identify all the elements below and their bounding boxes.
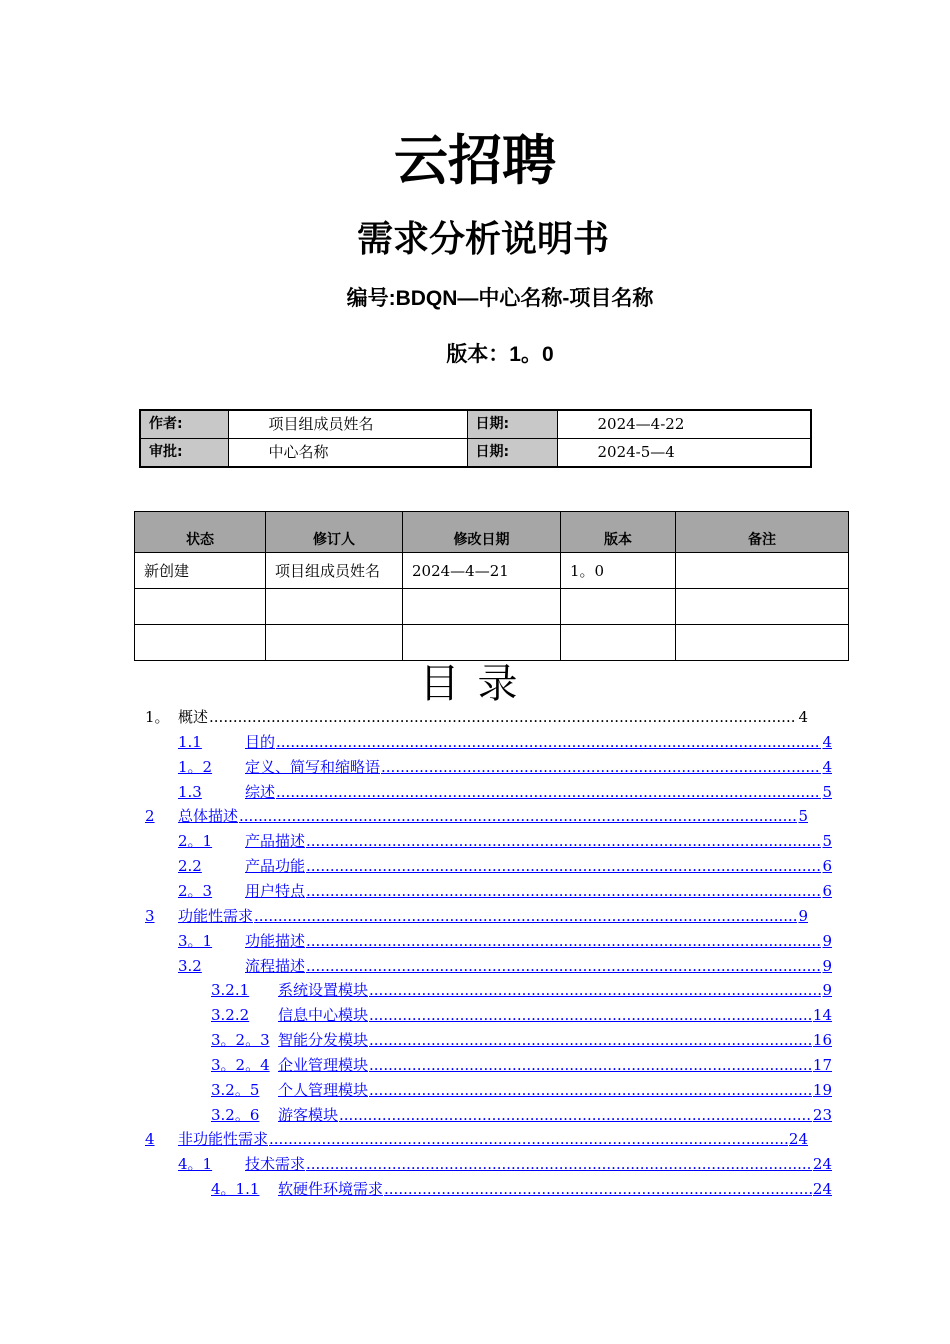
toc-entry-text: 信息中心模块 [278, 1006, 369, 1025]
toc-entry[interactable] [145, 805, 808, 827]
cell-version: 1。0 [561, 553, 676, 589]
table-row [135, 589, 849, 625]
toc-entry-text: 非功能性需求 [178, 1130, 269, 1149]
toc-entry-number: 3.2 [178, 956, 202, 975]
toc-entry-text: 企业管理模块 [278, 1055, 369, 1074]
toc-entry-number: 2。1 [178, 832, 213, 851]
toc-entry-leader [384, 1178, 812, 1200]
toc-entry-number: 1。2 [178, 757, 213, 776]
cell-date: 2024—4—21 [403, 553, 561, 589]
toc-entry-page: 9 [798, 906, 808, 925]
date-value: 2024—4-22 [557, 410, 811, 439]
toc-entry-page: 9 [822, 981, 832, 1000]
toc-entry-text: 产品功能 [245, 857, 306, 876]
toc-entry[interactable] [178, 781, 832, 803]
toc-entry-leader [381, 756, 821, 778]
toc-entry-text: 综述 [245, 782, 276, 801]
toc-entry[interactable] [178, 855, 832, 877]
toc-entry[interactable] [178, 830, 832, 852]
toc-entry-number: 4 [145, 1130, 155, 1149]
toc-entry-number: 1.1 [178, 732, 202, 751]
toc-entry-number: 2。3 [178, 881, 213, 900]
toc-entry[interactable] [178, 731, 832, 753]
toc-entry-text: 技术需求 [245, 1155, 306, 1174]
toc-entry-page: 6 [822, 881, 832, 900]
toc-entry-leader [369, 1079, 812, 1101]
toc-title: 目录 [419, 661, 536, 707]
toc-entry-leader [306, 930, 821, 952]
cell-status [135, 625, 266, 661]
toc-entry-page: 14 [812, 1006, 832, 1025]
cell-version [561, 589, 676, 625]
toc-entry-page: 4 [822, 757, 832, 776]
toc-entry-leader [239, 805, 797, 827]
cell-reviser [266, 589, 403, 625]
toc-entry-number: 3。1 [178, 931, 213, 950]
date-label: 日期: [467, 410, 557, 439]
toc-entry-page: 19 [812, 1080, 832, 1099]
toc-entry-number: 3.2。6 [211, 1105, 260, 1124]
toc-entry-text: 用户特点 [245, 881, 306, 900]
toc-entry-leader [306, 1153, 812, 1175]
author-value: 项目组成员姓名 [228, 410, 467, 439]
toc-entry[interactable] [211, 1079, 832, 1101]
document-version: 版本：1。0 [446, 343, 554, 366]
cell-notes [676, 625, 849, 661]
toc-entry[interactable] [145, 1128, 808, 1150]
toc-entry-text: 功能性需求 [178, 906, 254, 925]
toc-entry-text: 概述 [178, 708, 209, 726]
toc-entry [145, 706, 808, 728]
toc-entry-number: 2 [145, 807, 155, 826]
header-version: 版本 [561, 512, 676, 553]
toc-entry-page: 17 [812, 1055, 832, 1074]
toc-entry-text: 系统设置模块 [278, 981, 369, 1000]
document-title: 云招聘 [394, 129, 556, 192]
toc-entry[interactable] [178, 930, 832, 952]
toc-entry[interactable] [145, 905, 808, 927]
info-row-approval [140, 439, 811, 468]
approval-date-label: 日期: [467, 439, 557, 468]
cell-reviser [266, 625, 403, 661]
cell-date [403, 625, 561, 661]
toc-entry-number: 4。1 [178, 1155, 213, 1174]
table-row [135, 625, 849, 661]
toc-entry-leader [306, 830, 821, 852]
toc-entry-page: 24 [788, 1130, 808, 1149]
info-table [139, 409, 812, 468]
toc-entry-page: 9 [822, 956, 832, 975]
approval-label: 审批: [140, 439, 228, 468]
toc-entry-text: 个人管理模块 [278, 1080, 369, 1099]
toc-entry-page: 24 [812, 1155, 832, 1174]
toc-entry-leader [276, 781, 821, 803]
toc-entry-text: 目的 [245, 732, 276, 751]
toc-entry-number: 3.2.2 [211, 1006, 250, 1025]
toc-entry-number: 1。 [145, 708, 170, 726]
cell-reviser: 项目组成员姓名 [266, 553, 403, 589]
toc-entry-page: 24 [812, 1180, 832, 1199]
toc-entry-number: 3。2。4 [211, 1055, 270, 1074]
toc-entry-leader [269, 1128, 788, 1150]
toc-entry-number: 1.3 [178, 782, 202, 801]
toc-entry-page: 23 [812, 1105, 832, 1124]
toc-entry-number: 2.2 [178, 857, 202, 876]
toc-entry[interactable] [211, 1004, 832, 1026]
document-subtitle: 需求分析说明书 [356, 219, 609, 260]
toc-entry-page: 5 [798, 807, 808, 826]
toc-entry[interactable] [178, 955, 832, 977]
toc-entry-number: 3 [145, 906, 155, 925]
header-date: 修改日期 [403, 512, 561, 553]
cell-date [403, 589, 561, 625]
toc-entry-page: 4 [798, 708, 808, 726]
toc-entry-leader [276, 731, 821, 753]
toc-entry-text: 智能分发模块 [278, 1031, 369, 1050]
toc-entry-text: 软硬件环境需求 [278, 1180, 384, 1199]
toc-entry-text: 游客模块 [278, 1105, 339, 1124]
toc-entry-number: 3.2.1 [211, 981, 250, 1000]
toc-entry[interactable] [211, 1054, 832, 1076]
author-label: 作者: [140, 410, 228, 439]
toc-entry-leader [306, 955, 821, 977]
table-row [135, 553, 849, 589]
toc-entry-leader [369, 1004, 812, 1026]
header-notes: 备注 [676, 512, 849, 553]
toc-entry-text: 功能描述 [245, 931, 306, 950]
toc-entry-leader [339, 1104, 812, 1126]
toc-entry-page: 6 [822, 857, 832, 876]
cell-version [561, 625, 676, 661]
header-reviser: 修订人 [266, 512, 403, 553]
header-status: 状态 [135, 512, 266, 553]
toc-entry-page: 9 [822, 931, 832, 950]
toc-entry-page: 16 [812, 1031, 832, 1050]
toc-entry-text: 产品描述 [245, 832, 306, 851]
toc-entry-number: 4。1.1 [211, 1180, 260, 1199]
revision-table [134, 511, 849, 661]
toc-entry-number: 3.2。5 [211, 1080, 260, 1099]
toc-entry-text: 总体描述 [178, 807, 239, 826]
toc-entry[interactable] [178, 756, 832, 778]
approval-date-value: 2024-5—4 [557, 439, 811, 468]
toc-entry[interactable] [178, 880, 832, 902]
cell-status: 新创建 [135, 553, 266, 589]
toc-entry-leader [369, 979, 821, 1001]
cell-notes [676, 589, 849, 625]
toc-entry-leader [209, 706, 797, 728]
toc-entry-page: 4 [822, 732, 832, 751]
document-code: 编号:BDQN—中心名称-项目名称 [346, 287, 654, 310]
toc-entry-text: 流程描述 [245, 956, 306, 975]
info-row-author [140, 410, 811, 439]
cell-notes [676, 553, 849, 589]
toc-entry-page: 5 [822, 782, 832, 801]
cell-status [135, 589, 266, 625]
toc-entry-page: 5 [822, 832, 832, 851]
toc-entry-leader [306, 855, 821, 877]
toc-entry-number: 3。2。3 [211, 1031, 270, 1050]
toc-entry-leader [369, 1054, 812, 1076]
toc-entry[interactable] [211, 1178, 832, 1200]
toc-entry[interactable] [211, 979, 832, 1001]
approval-value: 中心名称 [228, 439, 467, 468]
toc-entry-text: 定义、简写和缩略语 [245, 757, 381, 776]
toc-entry-leader [254, 905, 797, 927]
toc-entry-leader [369, 1029, 812, 1051]
toc-entry[interactable] [211, 1104, 832, 1126]
toc-entry[interactable] [178, 1153, 832, 1175]
toc-entry[interactable] [211, 1029, 832, 1051]
toc-entry-leader [306, 880, 821, 902]
revision-header-row [135, 512, 849, 553]
